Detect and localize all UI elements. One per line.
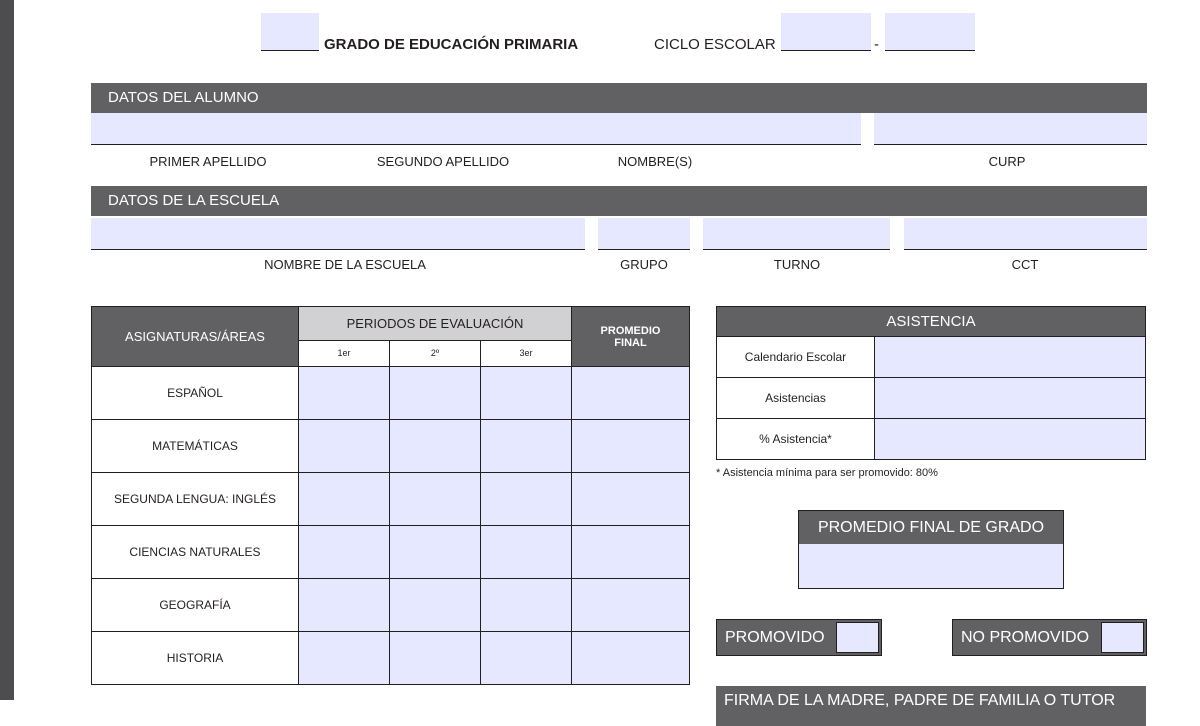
subject-label: HISTORIA bbox=[92, 632, 299, 685]
grado-field[interactable] bbox=[261, 13, 319, 50]
period-3-header: 3er bbox=[481, 340, 572, 366]
segundo-apellido-label: SEGUNDO APELLIDO bbox=[376, 154, 510, 169]
table-row bbox=[92, 632, 690, 685]
grade-cell[interactable] bbox=[481, 367, 572, 420]
grade-cell[interactable] bbox=[299, 473, 390, 526]
table-row bbox=[717, 378, 1146, 419]
grade-cell[interactable] bbox=[299, 367, 390, 420]
escuela-nombre-underline bbox=[91, 249, 585, 250]
final-grade-cell[interactable] bbox=[572, 473, 690, 526]
grado-title: GRADO DE EDUCACIÓN PRIMARIA bbox=[324, 36, 579, 53]
table-row bbox=[92, 526, 690, 579]
promovido-label: PROMOVIDO bbox=[725, 629, 825, 646]
ciclo-end-field[interactable] bbox=[885, 13, 975, 50]
grade-cell[interactable] bbox=[481, 632, 572, 685]
ciclo-dash: - bbox=[874, 36, 879, 53]
grupo-label: GRUPO bbox=[620, 257, 668, 272]
subject-label: SEGUNDA LENGUA: INGLÉS bbox=[92, 473, 299, 526]
periods-header: PERIODOS DE EVALUACIÓN bbox=[299, 307, 572, 341]
promedio-final-box bbox=[798, 510, 1064, 589]
asistencias-label: Asistencias bbox=[717, 378, 875, 419]
curp-field[interactable] bbox=[874, 113, 1147, 144]
asistencia-note: * Asistencia mínima para ser promovido: 80% bbox=[716, 467, 938, 479]
cct-field[interactable] bbox=[904, 218, 1147, 249]
calendario-field[interactable] bbox=[875, 337, 1146, 378]
primer-apellido-label: PRIMER APELLIDO bbox=[149, 154, 267, 169]
grade-cell[interactable] bbox=[299, 579, 390, 632]
asistencia-table bbox=[716, 306, 1146, 460]
subject-label: GEOGRAFÍA bbox=[92, 579, 299, 632]
grade-cell[interactable] bbox=[481, 473, 572, 526]
ciclo-start-underline bbox=[781, 50, 871, 51]
escuela-nombre-label: NOMBRE DE LA ESCUELA bbox=[264, 257, 426, 272]
table-row bbox=[717, 419, 1146, 460]
cct-label: CCT bbox=[1011, 257, 1039, 272]
table-row bbox=[717, 337, 1146, 378]
grado-underline bbox=[261, 50, 319, 51]
curp-underline bbox=[874, 144, 1147, 145]
grade-cell[interactable] bbox=[299, 526, 390, 579]
final-grade-cell[interactable] bbox=[572, 367, 690, 420]
grade-cell[interactable] bbox=[390, 473, 481, 526]
final-grade-cell[interactable] bbox=[572, 632, 690, 685]
grade-cell[interactable] bbox=[481, 579, 572, 632]
grade-cell[interactable] bbox=[299, 420, 390, 473]
alumno-nombre-underline bbox=[91, 144, 861, 145]
curp-label: CURP bbox=[988, 154, 1026, 169]
grade-cell[interactable] bbox=[390, 367, 481, 420]
grades-table bbox=[91, 306, 690, 685]
turno-label: TURNO bbox=[773, 257, 821, 272]
nombres-label: NOMBRE(S) bbox=[617, 154, 693, 169]
table-row bbox=[92, 420, 690, 473]
grade-cell[interactable] bbox=[390, 632, 481, 685]
subject-label: ESPAÑOL bbox=[92, 367, 299, 420]
grade-cell[interactable] bbox=[299, 632, 390, 685]
table-row bbox=[92, 367, 690, 420]
promedio-final-field[interactable] bbox=[799, 544, 1063, 588]
subjects-header: ASIGNATURAS/ÁREAS bbox=[92, 307, 299, 367]
final-grade-cell[interactable] bbox=[572, 420, 690, 473]
period-2-header: 2º bbox=[390, 340, 481, 366]
firma-title: FIRMA DE LA MADRE, PADRE DE FAMILIA O TUTOR bbox=[716, 686, 1146, 726]
final-grade-cell[interactable] bbox=[572, 579, 690, 632]
table-row bbox=[92, 473, 690, 526]
alumno-nombre-field[interactable] bbox=[91, 113, 861, 144]
promovido-checkbox[interactable] bbox=[836, 622, 879, 653]
asistencias-field[interactable] bbox=[875, 378, 1146, 419]
grade-cell[interactable] bbox=[390, 579, 481, 632]
grupo-underline bbox=[598, 249, 690, 250]
escuela-nombre-field[interactable] bbox=[91, 218, 585, 249]
ciclo-start-field[interactable] bbox=[781, 13, 871, 50]
subject-label: CIENCIAS NATURALES bbox=[92, 526, 299, 579]
porcentaje-label: % Asistencia* bbox=[717, 419, 875, 460]
final-grade-cell[interactable] bbox=[572, 526, 690, 579]
turno-field[interactable] bbox=[703, 218, 890, 249]
grupo-field[interactable] bbox=[598, 218, 690, 249]
grade-cell[interactable] bbox=[390, 420, 481, 473]
subject-label: MATEMÁTICAS bbox=[92, 420, 299, 473]
alumno-section-title: DATOS DEL ALUMNO bbox=[91, 83, 1147, 113]
table-row bbox=[92, 579, 690, 632]
ciclo-end-underline bbox=[885, 50, 975, 51]
turno-underline bbox=[703, 249, 890, 250]
no-promovido-checkbox[interactable] bbox=[1101, 622, 1144, 653]
period-1-header: 1er bbox=[299, 340, 390, 366]
asistencia-title: ASISTENCIA bbox=[717, 307, 1146, 337]
viewer-sidebar bbox=[0, 0, 14, 700]
cct-underline bbox=[904, 249, 1147, 250]
no-promovido-option bbox=[952, 619, 1147, 656]
grade-cell[interactable] bbox=[481, 420, 572, 473]
promedio-final-title: PROMEDIO FINAL DE GRADO bbox=[799, 511, 1063, 544]
grade-cell[interactable] bbox=[390, 526, 481, 579]
porcentaje-field[interactable] bbox=[875, 419, 1146, 460]
final-header: PROMEDIO FINAL bbox=[572, 307, 690, 367]
ciclo-label: CICLO ESCOLAR bbox=[654, 36, 776, 53]
grade-cell[interactable] bbox=[481, 526, 572, 579]
calendario-label: Calendario Escolar bbox=[717, 337, 875, 378]
escuela-section-title: DATOS DE LA ESCUELA bbox=[91, 186, 1147, 216]
no-promovido-label: NO PROMOVIDO bbox=[961, 629, 1090, 646]
promovido-option bbox=[716, 619, 882, 656]
